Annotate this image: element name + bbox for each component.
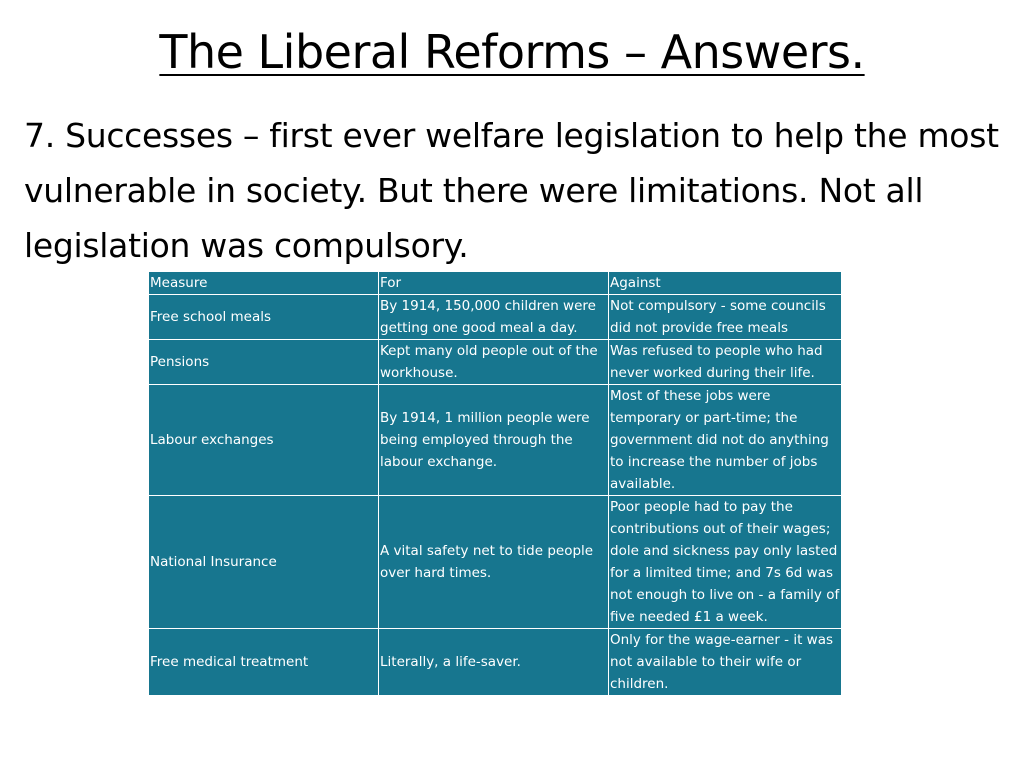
- against-cell: Only for the wage-earner - it was not available to their wife or children.: [609, 629, 842, 696]
- against-cell: Was refused to people who had never worked during their life.: [609, 340, 842, 385]
- measure-cell: Free medical treatment: [149, 629, 379, 696]
- table-row: [149, 340, 842, 385]
- table-row: [149, 629, 842, 696]
- slide-title-text: The Liberal Reforms – Answers.: [159, 25, 865, 79]
- against-cell: Most of these jobs were temporary or part-time; the government did not do anything to increase the number of jobs available.: [609, 385, 842, 496]
- against-cell: Not compulsory - some councils did not provide free meals: [609, 295, 842, 340]
- header-for: For: [379, 272, 609, 295]
- reforms-table: [148, 271, 842, 696]
- table-row: [149, 496, 842, 629]
- table-row: [149, 385, 842, 496]
- for-cell: A vital safety net to tide people over hard times.: [379, 496, 609, 629]
- header-measure: Measure: [149, 272, 379, 295]
- measure-cell: Pensions: [149, 340, 379, 385]
- measure-cell: Labour exchanges: [149, 385, 379, 496]
- for-cell: By 1914, 1 million people were being employed through the labour exchange.: [379, 385, 609, 496]
- table-row: [149, 295, 842, 340]
- for-cell: Literally, a life-saver.: [379, 629, 609, 696]
- for-cell: Kept many old people out of the workhouse.: [379, 340, 609, 385]
- header-against: Against: [609, 272, 842, 295]
- measure-cell: Free school meals: [149, 295, 379, 340]
- measure-cell: National Insurance: [149, 496, 379, 629]
- table-header-row: [149, 272, 842, 295]
- for-cell: By 1914, 150,000 children were getting one good meal a day.: [379, 295, 609, 340]
- slide-body-text: 7. Successes – first ever welfare legislation to help the most vulnerable in society. But there were limitations. Not all legislation was compulsory.: [24, 116, 999, 265]
- against-cell: Poor people had to pay the contributions out of their wages; dole and sickness pay only lasted for a limited time; and 7s 6d was not enough to live on - a family of five needed £1 a week.: [609, 496, 842, 629]
- slide-title: [0, 22, 1024, 82]
